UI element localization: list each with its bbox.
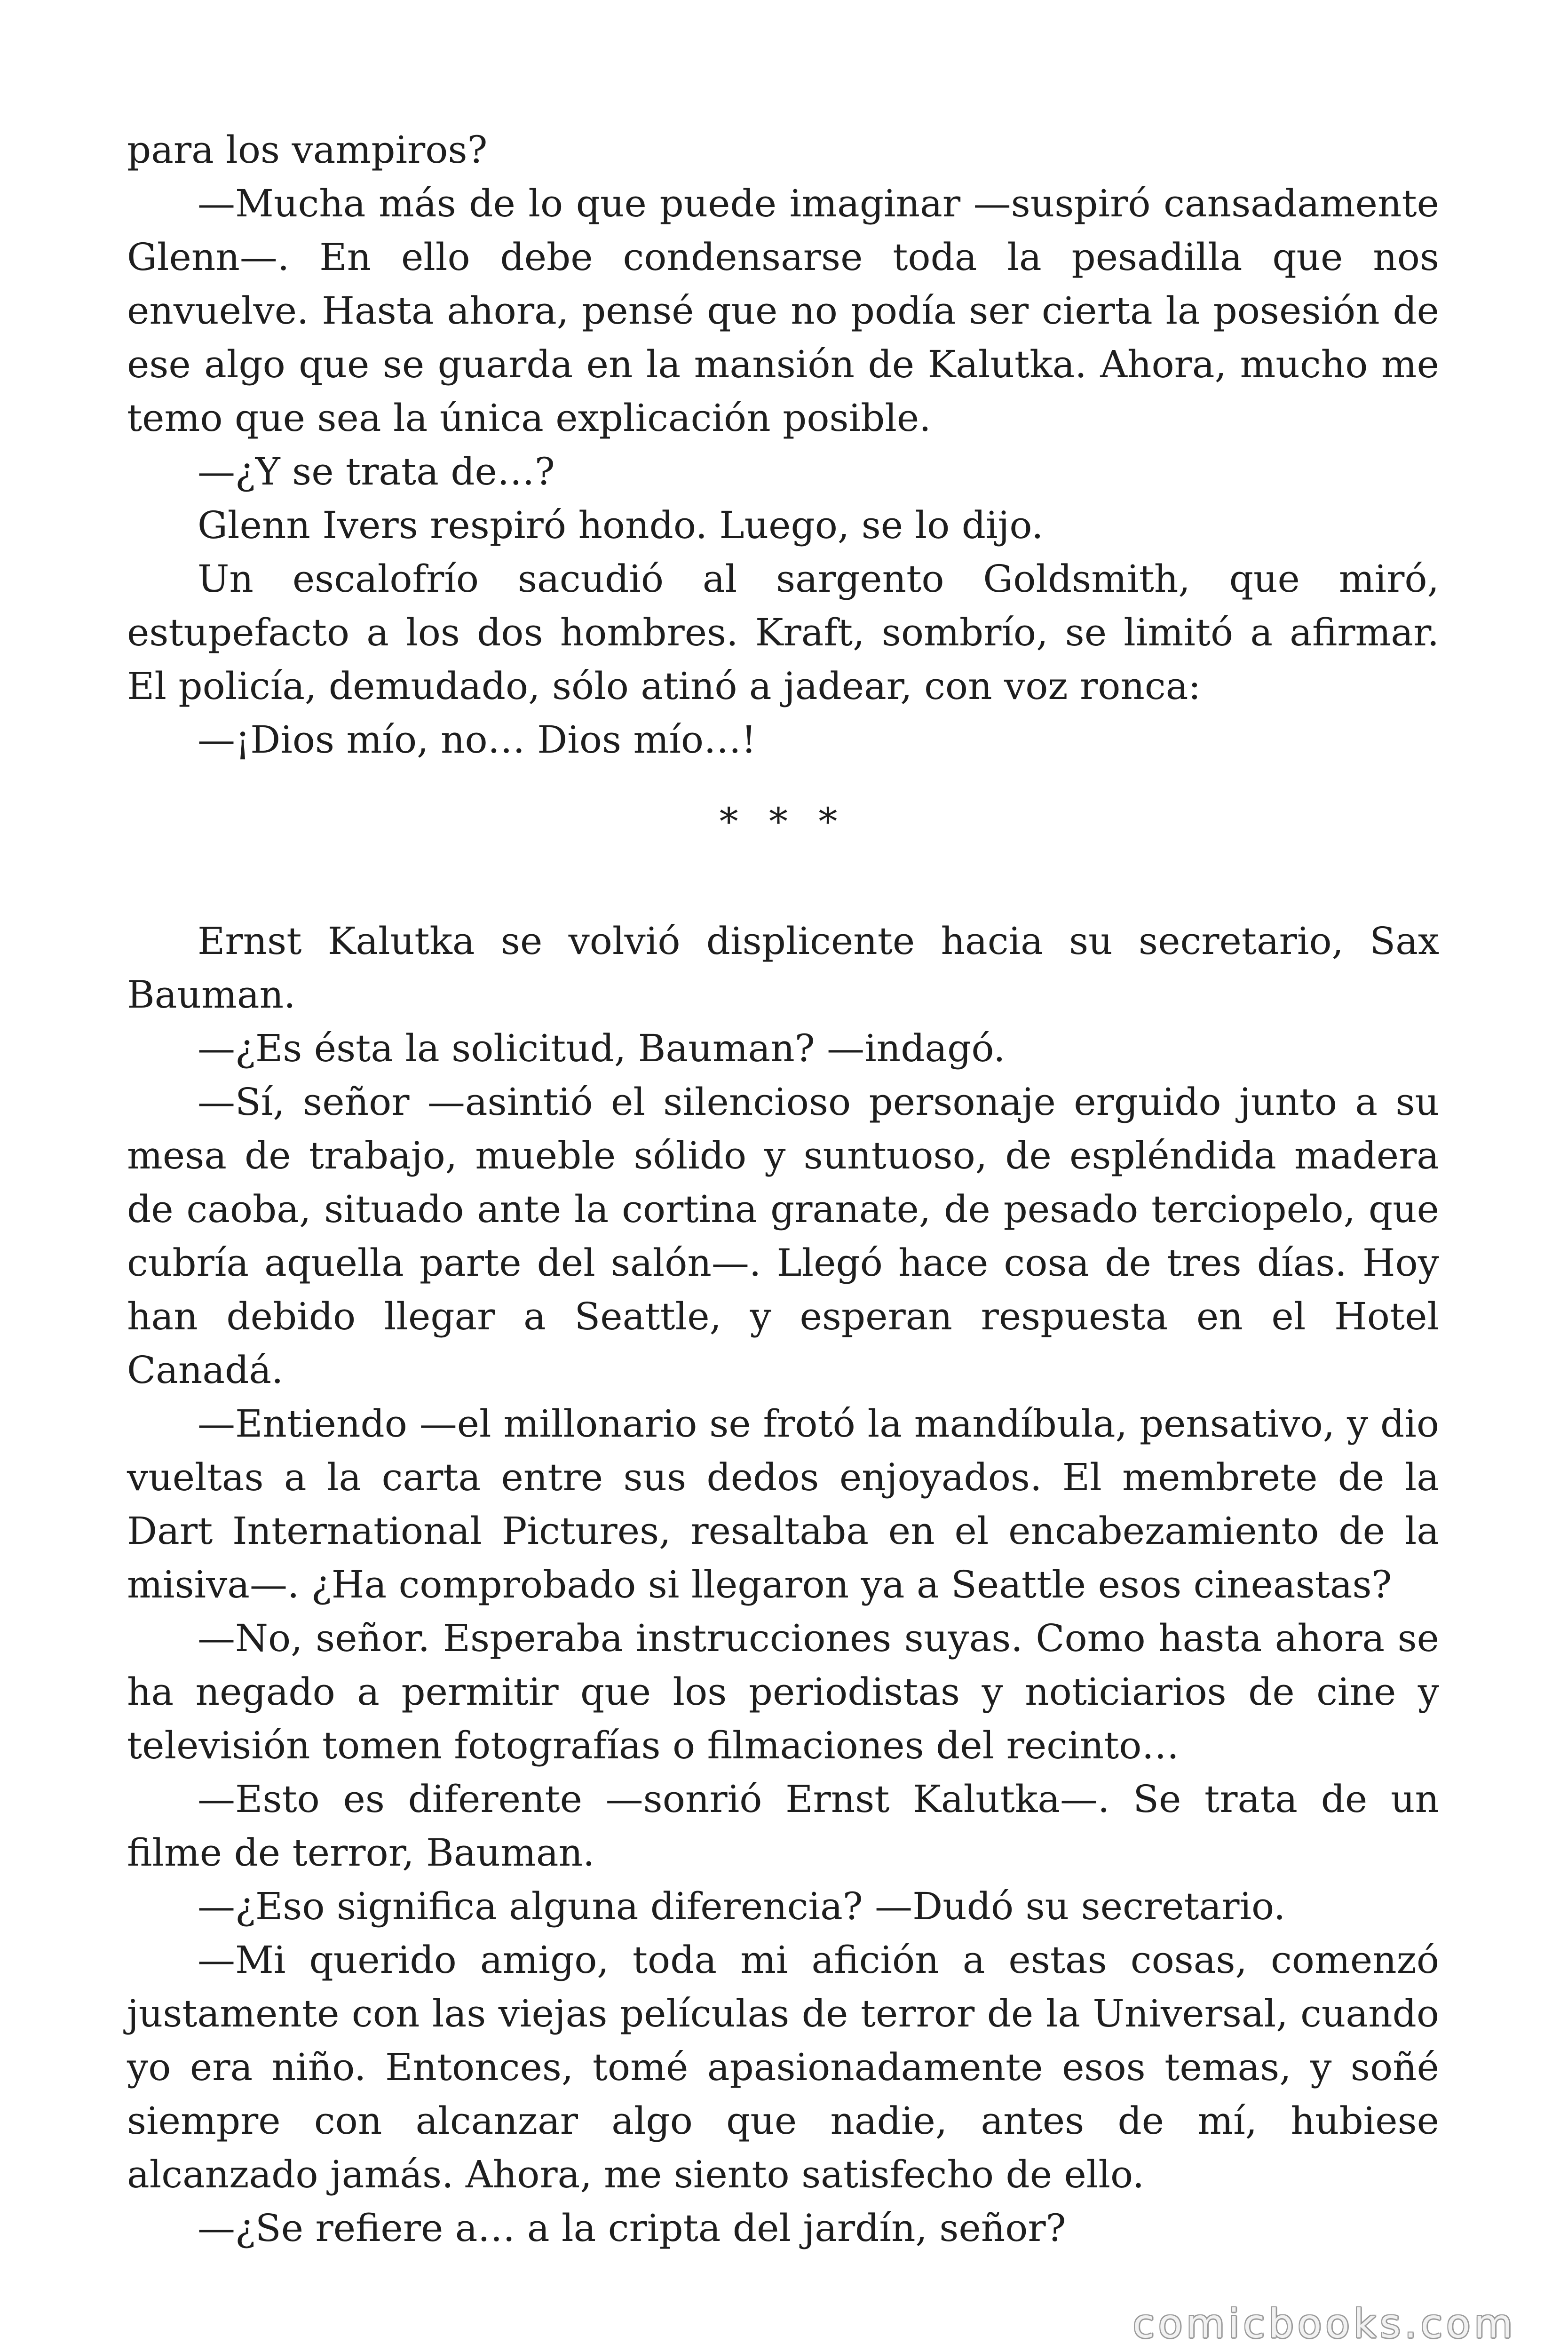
paragraph: —¿Se refiere a… a la cripta del jardín, señor? <box>198 2206 1066 2250</box>
section-separator: * * * <box>719 800 847 843</box>
paragraph: Un escalofrío sacudió al sargento Goldsmith, que miró, estupefacto a los dos hombres. Kraft, sombrío, se limitó a afirmar. El policía, demudado, sólo atinó a jadear, con voz ronca: <box>127 557 1439 708</box>
paragraph: —¿Y se trata de…? <box>198 450 555 493</box>
paragraph: Glenn Ivers respiró hondo. Luego, se lo dijo. <box>198 503 1044 547</box>
paragraph: —Entiendo —el millonario se frotó la mandíbula, pensativo, y dio vueltas a la carta entre sus dedos enjoyados. El membrete de la Dart International Pictures, resaltaba en el encabezamiento de la misiva—. ¿Ha comprobado si llegaron ya a Seattle esos cineastas? <box>127 1402 1439 1606</box>
document-page <box>127 123 1439 2255</box>
paragraph: Ernst Kalutka se volvió displicente hacia su secretario, Sax Bauman. <box>127 919 1439 1017</box>
paragraph: —Mi querido amigo, toda mi afición a estas cosas, comenzó justamente con las viejas películas de terror de la Universal, cuando yo era niño. Entonces, tomé apasionadamente esos temas, y soñé siempre con alcanzar algo que nadie, antes de mí, hubiese alcanzado jamás. Ahora, me siento satisfecho de ello. <box>127 1938 1439 2196</box>
paragraph: —¿Es ésta la solicitud, Bauman? —indagó. <box>198 1026 1006 1070</box>
paragraph: —Mucha más de lo que puede imaginar —suspiró cansadamente Glenn—. En ello debe condensarse toda la pesadilla que nos envuelve. Hasta ahora, pensé que no podía ser cierta la posesión de ese algo que se guarda en la mansión de Kalutka. Ahora, mucho me temo que sea la única explicación posible. <box>127 182 1439 440</box>
watermark: comicbooks.com <box>1132 2301 1516 2347</box>
paragraph: —¿Eso significa alguna diferencia? —Dudó su secretario. <box>198 1884 1286 1928</box>
paragraph: —Sí, señor —asintió el silencioso personaje erguido junto a su mesa de trabajo, mueble sólido y suntuoso, de espléndida madera de caoba, situado ante la cortina granate, de pesado terciopelo, que cubría aquella parte del salón—. Llegó hace cosa de tres días. Hoy han debido llegar a Seattle, y esperan respuesta en el Hotel Canadá. <box>127 1080 1439 1392</box>
paragraph: —¡Dios mío, no… Dios mío…! <box>198 718 757 762</box>
paragraph: para los vampiros? <box>127 128 488 172</box>
paragraph: —No, señor. Esperaba instrucciones suyas. Como hasta ahora se ha negado a permitir que los periodistas y noticiarios de cine y televisión tomen fotografías o filmaciones del recinto… <box>127 1616 1439 1767</box>
paragraph: —Esto es diferente —sonrió Ernst Kalutka—. Se trata de un filme de terror, Bauman. <box>127 1777 1439 1875</box>
